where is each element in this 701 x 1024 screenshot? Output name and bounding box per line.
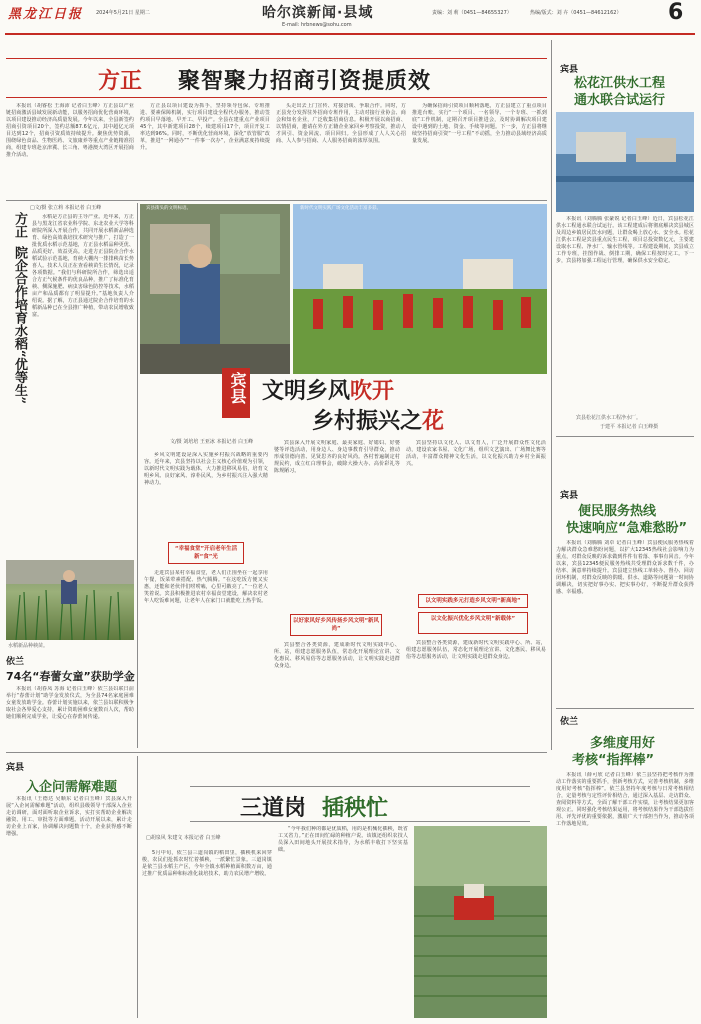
- right-item1-headline-2: 通水联合试运行: [574, 93, 666, 108]
- brief1-headline: 74名“春蕾女童”获助学金: [6, 670, 135, 683]
- right-item3-kicker: 依兰: [560, 717, 579, 727]
- feature-headline-part1-red: 吹开: [350, 378, 395, 404]
- section-title: 哈尔滨新闻·县域: [262, 5, 374, 21]
- feature-kicker: 宾县: [228, 372, 247, 404]
- right-item2-headline-1: 便民服务热线: [578, 504, 657, 519]
- right-item2-headline-2: 快速响应“急难愁盼”: [566, 521, 688, 536]
- feature-headline-part2-red: 花: [422, 408, 445, 434]
- left-vertical-kicker: 方正: [12, 212, 27, 238]
- feature-body-5-bottom: 宾县整合各类资源，建成新时代文明实践中心、所、站，组建志愿服务队伍，常态化开展理论宣讲、文化惠民、移风易俗等志愿服务活动，让文明实践走进群众身边。: [406, 640, 546, 660]
- bottom-headline-part1: 三道岗: [240, 795, 307, 821]
- left-vertical-headline: 院企合作培育水稻“优等生”: [12, 246, 27, 404]
- feature-headline-part2: 乡村振兴之: [312, 408, 423, 434]
- bottom-headline-part2: 插秧忙: [322, 795, 389, 821]
- right-item1-body: 本报讯（刘腾腾 张豪锐 记者白玉峰）近日，宾县松花江供水工程通水联合试运行。该工程建成后将彻底解决宾县城区及周边乡镇居民饮水问题，让群众喝上放心水、安全水。松花江供水工程是宾县重点民生工程，项目总投资数亿元，主要建设取水工程、净水厂、输水管线等。工程建设期间，宾县成立工作专班，挂图作战、倒排工期，确保工程按时完工。下一步，宾县将加强工程运行管理，确保供水安全稳定。: [556, 216, 694, 264]
- lead-kicker: 方正: [98, 68, 143, 94]
- feature-sub-1: “幸福食堂”开启老年生活新“食”光: [174, 546, 238, 560]
- lead-headline: 聚智聚力招商引资提质效: [178, 68, 432, 94]
- street-slogan-graphic: [140, 204, 290, 374]
- lead-divider: [6, 200, 547, 201]
- feature-body-2: 走进宾县某村幸福食堂，老人们正围坐在一起享用午餐，饭菜荤素搭配、热气腾腾。“在这吃饭方便又实惠，还能和老伙伴们唠唠嗑，心里可敞亮了。”一位老人笑着说。宾县积极推进农村幸福食堂建设，解决农村老年人吃饭难问题，让老年人在家门口就能吃上热乎饭。: [144, 570, 268, 604]
- right-item3-headline-2: 考核“指挥棒”: [572, 753, 655, 768]
- left-vertical-title: [6, 212, 30, 442]
- right-item1-photo-caption: 宾县松花江供水工程净水厂。: [576, 415, 642, 421]
- feature-kicker-box: [222, 368, 250, 418]
- feature-photo-1: [140, 204, 290, 374]
- email: E-mail: hrbnews@sohu.com: [282, 22, 352, 28]
- feature-photo-1-caption: 宾县街头的文明标语。: [146, 206, 191, 211]
- right-item2-kicker: 宾县: [560, 491, 579, 501]
- feature-body-4: 宾县整合各类资源，建成新时代文明实践中心、所、站，组建志愿服务队伍，常态化开展理论宣讲、文化惠民、移风易俗等志愿服务活动，让文明实践走进群众身边。: [274, 642, 400, 669]
- square-performance-graphic: [293, 204, 547, 374]
- feature-body-1: 乡风文明建设是深入实施乡村振兴战略的重要内容。近年来，宾县坚持以社会主义核心价值观为引领，以新时代文明实践为载体，大力推进移风易俗，培育文明乡风、良好家风、淳朴民风，为乡村振兴注入强大精神动力。: [144, 452, 268, 486]
- right-item2-body: 本报讯（刘腾腾 刘卓 记者白玉峰）宾县便民服务热线着力解决群众急难愁盼问题，以扩大12345热线社会影响力为重点，对群众反映的诉求做到件件有着落、事事有回音。今年以来，宾县12345便民服务热线共受理群众诉求数千件，办结率、满意率持续提升。宾县建立热线工单转办、督办、回访闭环机制，对群众反映的供暖、供水、道路等问题第一时间协调解决，切实把好事办实、把实事办好，不断提升群众获得感、幸福感。: [556, 540, 694, 595]
- bottom-byline: □胡泉风 朱建文 本报记者 白玉峰: [146, 835, 221, 841]
- right-divider: [551, 40, 552, 750]
- feature-photo-2: [293, 204, 547, 374]
- right-item1-photo-credit: 于建平 本报记者 白玉峰摄: [600, 424, 659, 430]
- feature-headline-line2: [312, 404, 444, 435]
- right-item3-headline-1: 多维度用好: [590, 736, 656, 751]
- bottom-body-2: “今年我们种的都是优质稻，用的是机械化插秧，既省工又省力。”正在田间忙碌的种植户说。该镇还组织农技人员深入田间地头开展技术指导，为水稻丰收打下坚实基础。: [278, 826, 408, 853]
- left-byline: □文/摄 张立莉 本报记者 白玉峰: [30, 205, 102, 211]
- lead-col-1: 本报讯（胡睿松 王海沛 记者白玉峰）方正县以产业链招商激活县域发展新动能，以服务招商优化营商环境，以项目建设推动经济高质量发展。今年以来，全县新签约招商引资项目20个，签约总额87.6亿元，其中超亿元项目达到12个，招商引资质效持续提升。聚焦优势资源，围绕绿色食品、生物医药、文旅康养等重点产业链精准招商，组建专班赴京津冀、长三角、粤港澳大湾区开展招商推介活动。: [6, 103, 134, 158]
- bottom-left-headline: 入企问需解难题: [26, 780, 118, 795]
- rice-photo: [6, 560, 134, 640]
- feature-photo-2-caption: 新时代文明实践广场文化活动丰富多彩。: [300, 206, 381, 211]
- right-sep-1: [556, 436, 694, 437]
- feature-byline: 文/摄 刘培培 王亚冰 本报记者 白玉峰: [170, 439, 254, 445]
- right-item1-headline-1: 松花江供水工程: [574, 76, 666, 91]
- bottom-col-divider: [137, 756, 138, 1018]
- feature-sub-3-box: [418, 594, 528, 608]
- bottom-left-kicker: 宾县: [6, 763, 25, 773]
- right-sep-2: [556, 708, 694, 709]
- bottom-headline-block: [190, 786, 530, 822]
- feature-sub-4: 以文化振兴优化乡风文明“新载体”: [430, 616, 516, 622]
- feature-headline-part1: 文明乡风: [262, 378, 351, 404]
- feature-left-divider: [137, 203, 138, 748]
- masthead-rule: [5, 33, 695, 35]
- paddy-transplant-graphic: [414, 826, 547, 1018]
- brief1-body: 本报讯（胡春凤 苏海 记者白玉峰）依兰县妇联日前举行“春蕾计划”助学金发放仪式，为全县74名家庭困难女童发放助学金。春蕾计划实施以来，依兰县妇联积极争取社会各界爱心支持，累计资助困难女童数百人次，帮助她们顺利完成学业，让爱心在春蕾间传递。: [6, 686, 134, 720]
- water-plant-graphic: [556, 112, 694, 212]
- masthead: [0, 0, 701, 34]
- right-item1-kicker: 宾县: [560, 65, 579, 75]
- rice-photo-caption: 水稻新品种秧苗。: [8, 643, 49, 649]
- hotline-line: 热编/版式：刘 卉（0451—84612162）: [530, 10, 622, 16]
- lead-col-3: 头走出去上门宣传、对接洽谈、争取合作。同时，方正县充分发挥驻外招商专班作用，主动对接行业协会、商会和知名企业，广泛收集招商信息。积极开展以商招商、以情招商，邀请在外方正籍企业家回乡考察投资，推动人才回引、资金回流、项目回归。全县形成了人人关心招商、人人参与招商、人人服务招商的浓厚氛围。: [276, 103, 406, 144]
- feature-sub-4-box: [418, 612, 528, 634]
- feature-body-5-top: 宾县坚持以文化人、以文育人，广泛开展群众性文化活动，建设农家书屋、文化广场，组织文艺演出、广场舞比赛等活动，丰富群众精神文化生活，以文化振兴助力乡村全面振兴。: [406, 440, 546, 467]
- bottom-left-body: 本报讯（王德达 吴顺东 记者白玉峰）宾县深入开展“入企问需解难题”活动，组织县级领导干部深入企业走访调研，面对面听取企业诉求，实打实帮助企业解决融资、用工、审批等方面难题。活动开展以来，累计走访企业上百家，协调解决问题数十个，企业获得感不断增强。: [6, 796, 132, 837]
- feature-headline-line1: [262, 374, 394, 405]
- left-body: 水稻是方正县的主导产业。近年来，方正县与黑龙江省农业科学院、东北农业大学等科研院所深入开展合作，共同开展水稻新品种选育、绿色高效栽培技术研究与推广，打造了一批优质水稻示范基地，方正县水稻品种更优、品质更好、效益更高。走进方正县院企合作水稻试验示范基地，育秧大棚内一排排秧苗长势喜人。技术人员正在查看秧苗生长情况，记录各项数据。“我们与科研院所合作，筛选出适合方正气候条件的优良品种，推广了标准化育秧、侧深施肥、病虫害绿色防控等技术，水稻亩产和品质都有了明显提升。”基地负责人介绍说。据了解，方正县通过院企合作培育的水稻新品种已在全县推广种植，带动农民增收致富。: [32, 214, 134, 318]
- date-line: 2024年5月21日 星期二: [96, 10, 150, 16]
- bottom-divider: [6, 752, 547, 753]
- feature-sub-2: 以好家风好乡风传扬乡风文明“新风尚”: [292, 618, 380, 632]
- lead-col-4: 为确保招商引资项目顺利落地，方正县建立了重点项目推进台账，实行“一个项目、一名领导、一个专班、一抓到底”工作机制，定期召开项目推进会，及时协调解决项目建设中遇到的土地、资金、手续等问题。下一步，方正县将继续坚持招商引资“一号工程”不动摇，全力推动县域经济高质量发展。: [412, 103, 547, 144]
- feature-sub-3: 以文明实践多元打造乡风文明“新高地”: [425, 598, 521, 604]
- feature-body-3: 宾县深入开展文明家庭、最美家庭、好媳妇、好婆婆等评选活动，用身边人、身边事教育引导群众，推动形成崇德向善、见贤思齐的良好风尚。各村普遍制定村规民约，成立红白理事会，破除大操大办、高价彩礼等陈规陋习。: [274, 440, 400, 474]
- bottom-body: 5月中旬，依兰县三道岗镇的稻田里，插秧机来回穿梭，农民们抢抓农时忙着插秧，一派繁忙景象。三道岗镇是依兰县水稻主产区，今年全镇水稻种植面积数万亩，通过推广优质品种和标准化栽培技术，助力农民增产增收。: [142, 850, 272, 877]
- right-item3-body: 本报讯（薛可欣 记者白玉峰）依兰县坚持把考核作为推动工作落实的重要抓手，创新考核方式，完善考核机制，多维度用好考核“指挥棒”。依兰县坚持年度考核与日常考核相结合，定量考核与定性评价相结合，通过深入基层、走访群众、查阅资料等方式，全面了解干部工作实绩，让考核结果更加客观公正。同时强化考核结果运用，将考核结果作为干部选拔任用、评先评优的重要依据，激励广大干部担当作为，推动各项工作落地见效。: [556, 772, 694, 827]
- rice-seedlings-graphic: [6, 560, 134, 640]
- editor-line: 责编：刘 莉（0451—84655327）: [432, 10, 512, 16]
- lead-col-2: 方正县以项目建设为抓手，坚持领导包保、专班推进、要素保障机制，实行项目建设全程代办服务，推动签约项目早落地、早开工、早投产。全县在建重点产业项目45个，其中新建项目28个，续建项目17个，项目开复工率达到96%。同时，不断优化营商环境，深化“放管服”改革，推进“一网通办”“一件事一次办”，企业满意度持续提升。: [140, 103, 270, 151]
- brief1-kicker: 依兰: [6, 657, 25, 667]
- feature-sub-2-box: [290, 614, 382, 636]
- right-item1-photo: [556, 112, 694, 212]
- paper-name: 黑龙江日报: [8, 7, 84, 22]
- bottom-photo: [414, 826, 547, 1018]
- lead-banner: [6, 58, 547, 98]
- page-number: 6: [668, 0, 684, 25]
- feature-sub-1-box: [168, 542, 244, 564]
